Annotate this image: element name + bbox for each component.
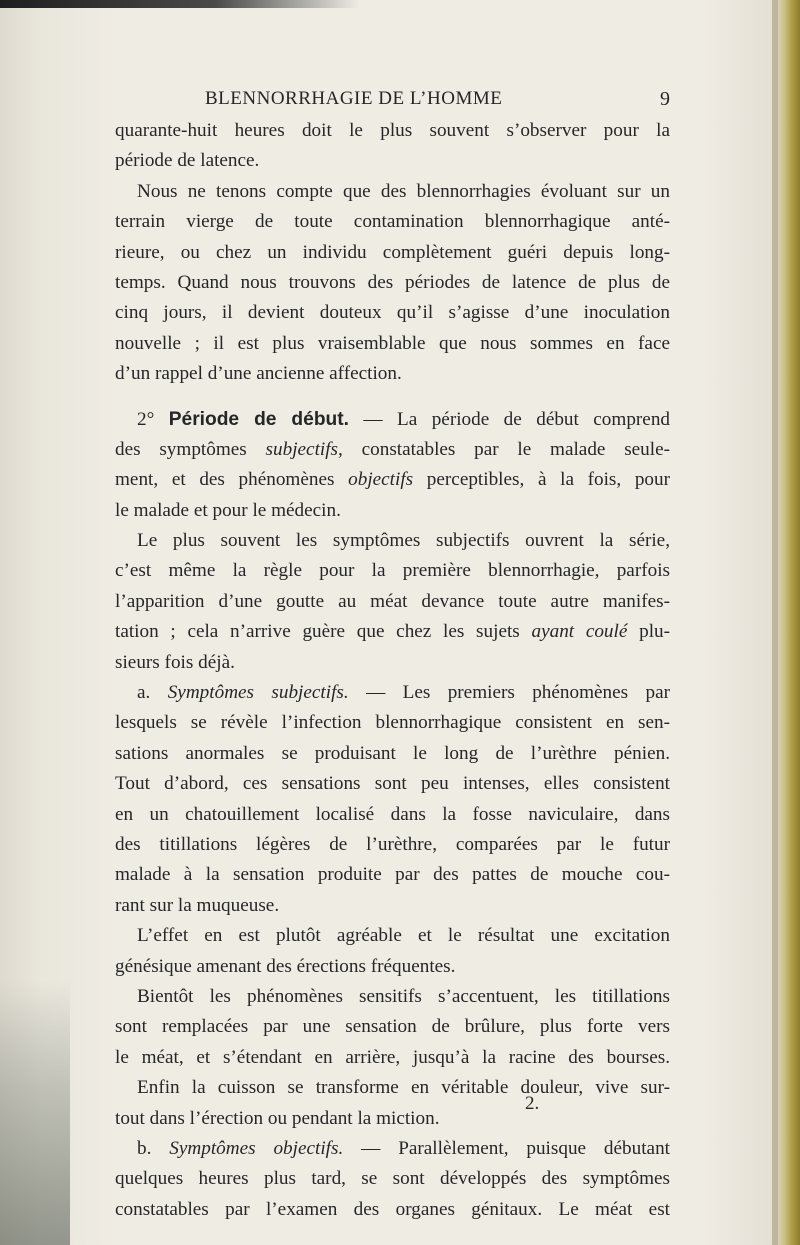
- subsection-letter: a.: [137, 682, 151, 704]
- text-line: sont remplacées par une sensation de brûlure, plus forte vers: [115, 1016, 670, 1038]
- subsection-line: [115, 678, 670, 708]
- page-stain: [0, 980, 70, 1245]
- text-line: sations anormales se produisant le long de l’urèthre pénien.: [115, 742, 670, 764]
- text-span: — La période de début comprend: [363, 408, 671, 430]
- section-heading-line: [115, 405, 670, 435]
- text-line: sieurs fois déjà.: [115, 651, 235, 673]
- text-line: des titillations légères de l’urèthre, comparées par le futur: [115, 833, 670, 855]
- text-line: terrain vierge de toute contamination blennorrhagique anté-: [115, 211, 670, 233]
- text-line: tout dans l’érection ou pendant la miction.: [115, 1107, 440, 1129]
- text-line: [115, 465, 670, 495]
- text-line: le méat, et s’étendant en arrière, jusqu’à la racine des bourses.: [115, 1046, 670, 1068]
- text-line: lesquels se révèle l’infection blennorrhagique consistent en sen-: [115, 712, 670, 734]
- text-span: perceptibles, à la fois, pour: [426, 469, 671, 491]
- italic-term: subjectifs,: [265, 438, 343, 460]
- text-line: génésique amenant des érections fréquentes.: [115, 955, 456, 977]
- text-line: [115, 617, 670, 647]
- section-number: 2°: [137, 408, 155, 430]
- text-span: — Parallèlement, puisque débutant: [361, 1137, 671, 1159]
- subsection-letter: b.: [137, 1137, 152, 1159]
- subsection-heading: Symptômes objectifs.: [169, 1137, 344, 1159]
- text-line: quelques heures plus tard, se sont développés des symptômes: [115, 1168, 670, 1190]
- text-line: d’un rappel d’une ancienne affection.: [115, 363, 402, 385]
- text-line: c’est même la règle pour la première blennorrhagie, parfois: [115, 560, 670, 582]
- text-line: malade à la sensation produite par des pattes de mouche cou-: [115, 864, 670, 886]
- text-span: ment, et des phénomènes: [115, 469, 335, 491]
- body-text: [115, 116, 670, 1225]
- text-line: Nous ne tenons compte que des blennorrhagies évoluant sur un: [137, 180, 670, 202]
- text-line: L’effet en est plutôt agréable et le résultat une excitation: [137, 925, 670, 947]
- book-edge: [778, 0, 800, 1245]
- subsection-heading: Symptômes subjectifs.: [167, 682, 349, 704]
- text-line: nouvelle ; il est plus vraisemblable que nous sommes en face: [115, 332, 670, 354]
- text-line: le malade et pour le médecin.: [115, 499, 341, 521]
- text-line: temps. Quand nous trouvons des périodes de latence de plus de: [115, 271, 670, 293]
- text-line: rant sur la muqueuse.: [115, 894, 280, 916]
- text-line: Enfin la cuisson se transforme en véritable douleur, vive sur-: [137, 1077, 670, 1099]
- subsection-line: [115, 1134, 670, 1164]
- text-line: quarante-huit heures doit le plus souvent s’observer pour la: [115, 120, 670, 141]
- text-line: [115, 435, 670, 465]
- section-heading: Période de début.: [168, 408, 349, 430]
- text-line: constatables par l’examen des organes génitaux. Le méat est: [115, 1198, 670, 1220]
- paragraph-gap: [115, 390, 670, 405]
- text-span: tation ; cela n’arrive guère que chez les sujets: [115, 621, 520, 643]
- binding-shadow: [0, 0, 360, 8]
- running-title: BLENNORRHAGIE DE L’HOMME: [205, 88, 503, 109]
- text-span: plu-: [639, 621, 671, 643]
- text-line: période de latence.: [115, 150, 260, 172]
- italic-term: ayant coulé: [531, 621, 628, 643]
- text-line: cinq jours, il devient douteux qu’il s’agisse d’une inoculation: [115, 302, 670, 324]
- text-line: rieure, ou chez un individu complètement guéri depuis long-: [115, 241, 670, 263]
- italic-term: objectifs: [348, 469, 414, 491]
- page-header: [115, 88, 670, 114]
- text-span: constatables par le malade seule-: [361, 438, 671, 460]
- text-line: Le plus souvent les symptômes subjectifs ouvrent la série,: [137, 530, 670, 552]
- text-line: Tout d’abord, ces sensations sont peu intenses, elles consistent: [115, 773, 670, 795]
- text-line: Bientôt les phénomènes sensitifs s’accentuent, les titillations: [137, 985, 670, 1007]
- page-number: 9: [660, 88, 670, 110]
- text-span: — Les premiers phénomènes par: [366, 682, 670, 704]
- signature-mark: 2.: [525, 1093, 540, 1114]
- text-line: en un chatouillement localisé dans la fosse naviculaire, dans: [115, 803, 670, 825]
- text-span: des symptômes: [115, 438, 247, 460]
- text-line: l’apparition d’une goutte au méat devance toute autre manifes-: [115, 590, 670, 612]
